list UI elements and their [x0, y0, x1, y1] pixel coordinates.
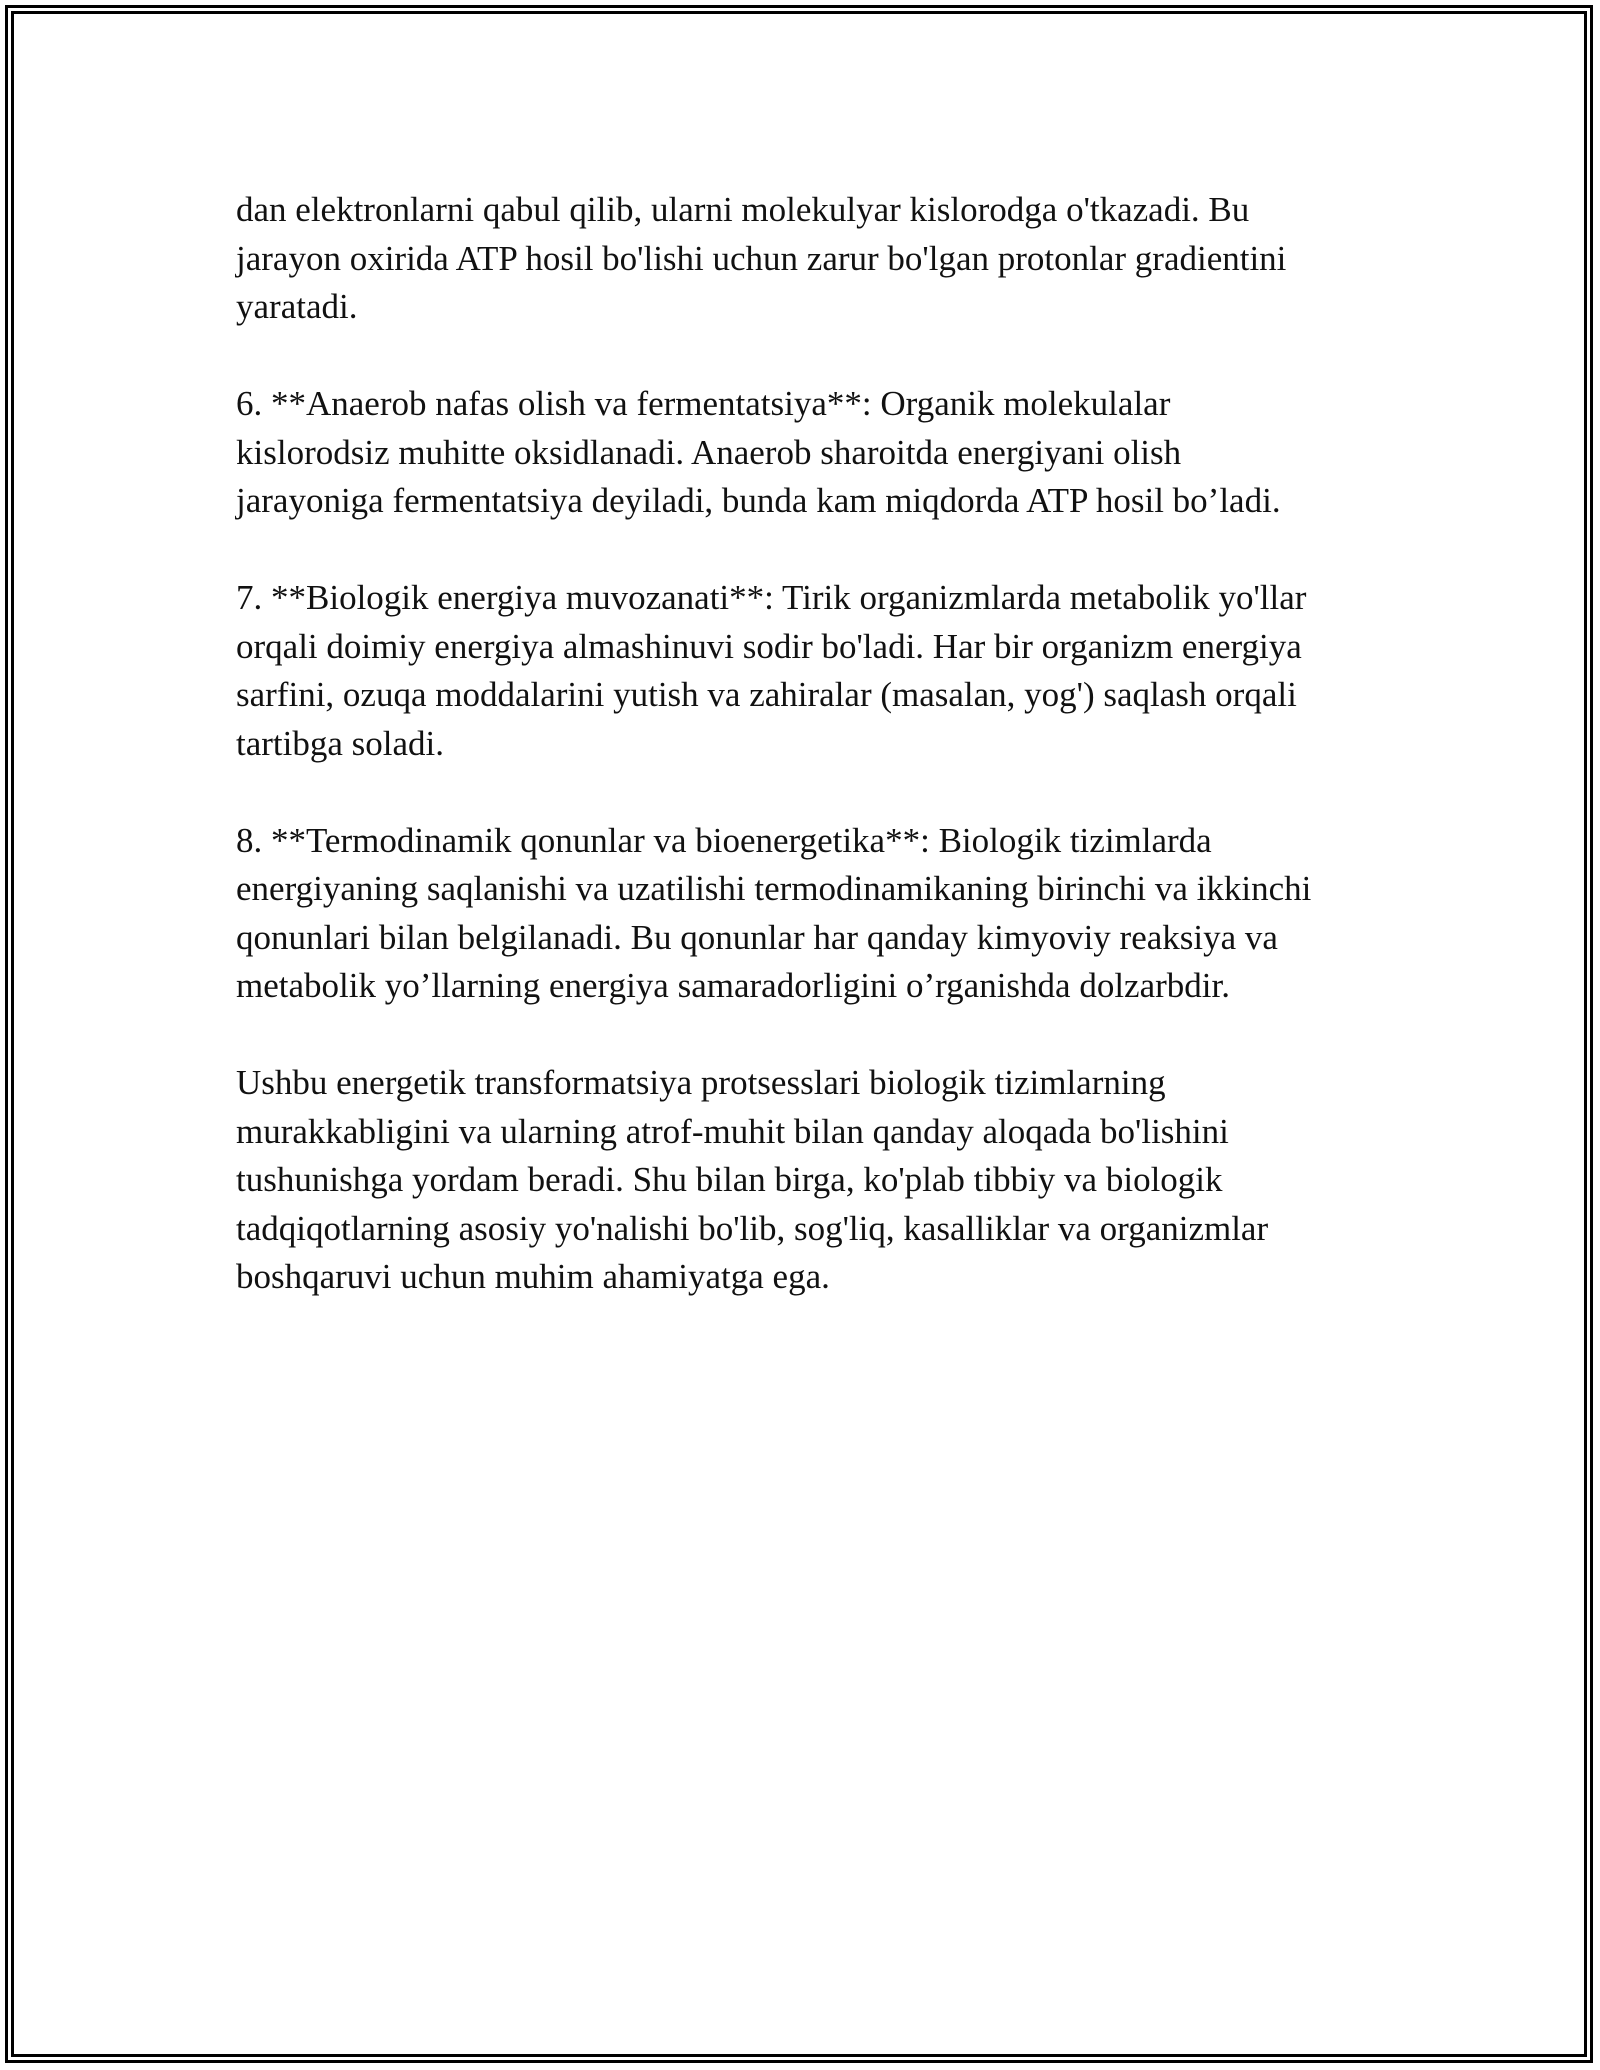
text-line: qonunlari bilan belgilanadi. Bu qonunlar har qanday kimyoviy reaksiya va	[236, 917, 1278, 957]
paragraph-electron-transport	[236, 186, 1376, 332]
paragraph-thermodynamics	[236, 817, 1376, 1011]
text-line: sarfini, ozuqa moddalarini yutish va zahiralar (masalan, yog') saqlash orqali	[236, 675, 1297, 714]
document-body	[236, 186, 1376, 1350]
text-line: tartibga soladi.	[236, 723, 445, 763]
paragraph-anaerobic-respiration	[236, 380, 1376, 526]
text-line: kislorodsiz muhitte oksidlanadi. Anaerob sharoitda energiyani olish	[236, 432, 1182, 472]
text-line: boshqaruvi uchun muhim ahamiyatga ega.	[236, 1257, 830, 1296]
text-line: orqali doimiy energiya almashinuvi sodir bo'ladi. Har bir organizm energiya	[236, 626, 1302, 666]
text-line: dan elektronlarni qabul qilib, ularni molekulyar kislorodga o'tkazadi. Bu	[236, 190, 1250, 229]
text-line: energiyaning saqlanishi va uzatilishi termodinamikaning birinchi va ikkinchi	[236, 869, 1312, 908]
text-line: jarayon oxirida ATP hosil bo'lishi uchun zarur bo'lgan protonlar gradientini	[236, 238, 1287, 278]
text-line: 6. **Anaerob nafas olish va fermentatsiya**: Organik molekulalar	[236, 384, 1171, 423]
text-line: Ushbu energetik transformatsiya protsesslari biologik tizimlarning	[236, 1063, 1166, 1102]
text-line: yaratadi.	[236, 287, 358, 326]
text-line: tushunishga yordam beradi. Shu bilan birga, ko'plab tibbiy va biologik	[236, 1160, 1223, 1199]
text-line: metabolik yo’llarning energiya samaradorligini o’rganishda dolzarbdir.	[236, 966, 1230, 1005]
text-line: tadqiqotlarning asosiy yo'nalishi bo'lib, sog'liq, kasalliklar va organizmlar	[236, 1208, 1269, 1248]
text-line: 8. **Termodinamik qonunlar va bioenergetika**: Biologik tizimlarda	[236, 820, 1212, 860]
paragraph-energy-balance	[236, 574, 1376, 768]
paragraph-conclusion	[236, 1059, 1376, 1302]
text-line: murakkabligini va ularning atrof-muhit bilan qanday aloqada bo'lishini	[236, 1111, 1229, 1151]
text-line: jarayoniga fermentatsiya deyiladi, bunda kam miqdorda ATP hosil bo’ladi.	[236, 481, 1281, 520]
text-line: 7. **Biologik energiya muvozanati**: Tirik organizmlarda metabolik yo'llar	[236, 578, 1307, 617]
